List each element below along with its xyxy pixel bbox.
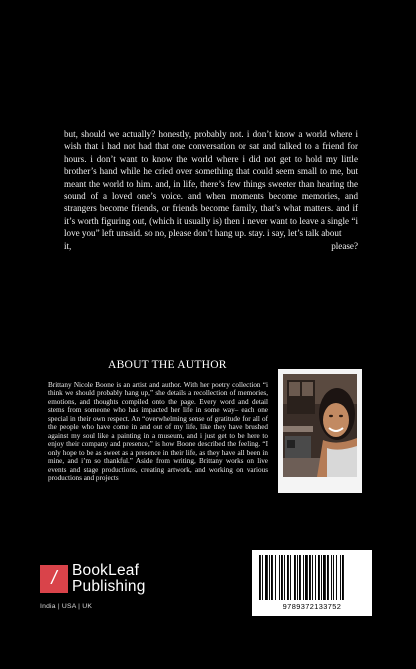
barcode-bar <box>297 555 298 600</box>
barcode-bar <box>299 555 301 600</box>
about-author-heading: ABOUT THE AUTHOR <box>108 358 227 371</box>
barcode-bar <box>284 555 285 600</box>
barcode-bar <box>265 555 268 600</box>
poem-last-right: please? <box>331 240 358 251</box>
barcode-bar <box>287 555 289 600</box>
barcode-bar <box>315 555 316 600</box>
author-bio: Brittany Nicole Boone is an artist and author. With her poetry collection “i think we should probably hang up,” she details a recollection of memories, emotions, and thoughts compiled onto the page. Every word and detail stems from someone who has impacted her life in some way– each one special in their own respect. An “overwhelming sense of gratitude for all of the people who have come in and out of my life, like they have brushed against my soul like a painting in a museum, and i just get to be here to enjoy their company and presence,” is how Boone described the feeling. “I only hope to be as sweet as a presence in their life, as they have all been in mine, and i’m so thankful.” Aside from writing, Brittany works on live events and stage productions, creating artwork, and working on various productions and projects <box>48 381 268 482</box>
poem-last-left: it, <box>64 240 72 251</box>
barcode-bar <box>290 555 291 600</box>
barcode-bar <box>303 555 304 600</box>
barcode-bar <box>333 555 334 600</box>
barcode-bar <box>275 555 276 600</box>
barcode-bar <box>331 555 332 600</box>
barcode-bar <box>259 555 261 600</box>
barcode-bar <box>318 555 320 600</box>
publisher-regions: India | USA | UK <box>40 603 93 610</box>
poem-excerpt <box>64 128 358 252</box>
publisher-name: BookLeaf Publishing <box>72 562 146 595</box>
isbn-barcode <box>252 550 372 616</box>
barcode-bar <box>281 555 283 600</box>
barcode-bar <box>342 555 344 600</box>
barcode-bar <box>321 555 322 600</box>
barcode-bar <box>271 555 273 600</box>
barcode-bar <box>336 555 337 600</box>
barcode-bar <box>327 555 329 600</box>
barcode-bar <box>340 555 341 600</box>
isbn-number: 9789372133752 <box>282 602 342 611</box>
barcode-bar <box>309 555 311 600</box>
barcode-bar <box>262 555 263 600</box>
barcode-icon <box>257 555 367 600</box>
author-photo <box>278 369 362 493</box>
author-portrait-image <box>283 374 357 477</box>
bookleaf-slash-icon: / <box>40 565 68 593</box>
barcode-bar <box>305 555 308 600</box>
barcode-bar <box>294 555 296 600</box>
barcode-bar <box>269 555 270 600</box>
barcode-bar <box>279 555 280 600</box>
poem-body: but, should we actually? honestly, probably not. i don’t know a world where i wish that i had not had that one conversation or sat and talked to a friend for hours. i don’t want to know the world where i did not get to hold my little brother’s hand while he cried over something that could seem small to me, but meant the world to him. and, in life, there’s few things sweeter than hearing the sound of a loved one’s voice. and when moments become memories, and strangers become friends, or friends become family, that’s what matters. and if it’s worth figuring out, (which it usually is) then i never want to leave a single “i love you” left unsaid. so no, please don’t hang up. stay. i say, let’s talk about <box>64 129 358 239</box>
barcode-bar <box>312 555 313 600</box>
publisher-logo <box>40 563 180 619</box>
poem-last-line <box>64 240 358 252</box>
barcode-bar <box>323 555 326 600</box>
